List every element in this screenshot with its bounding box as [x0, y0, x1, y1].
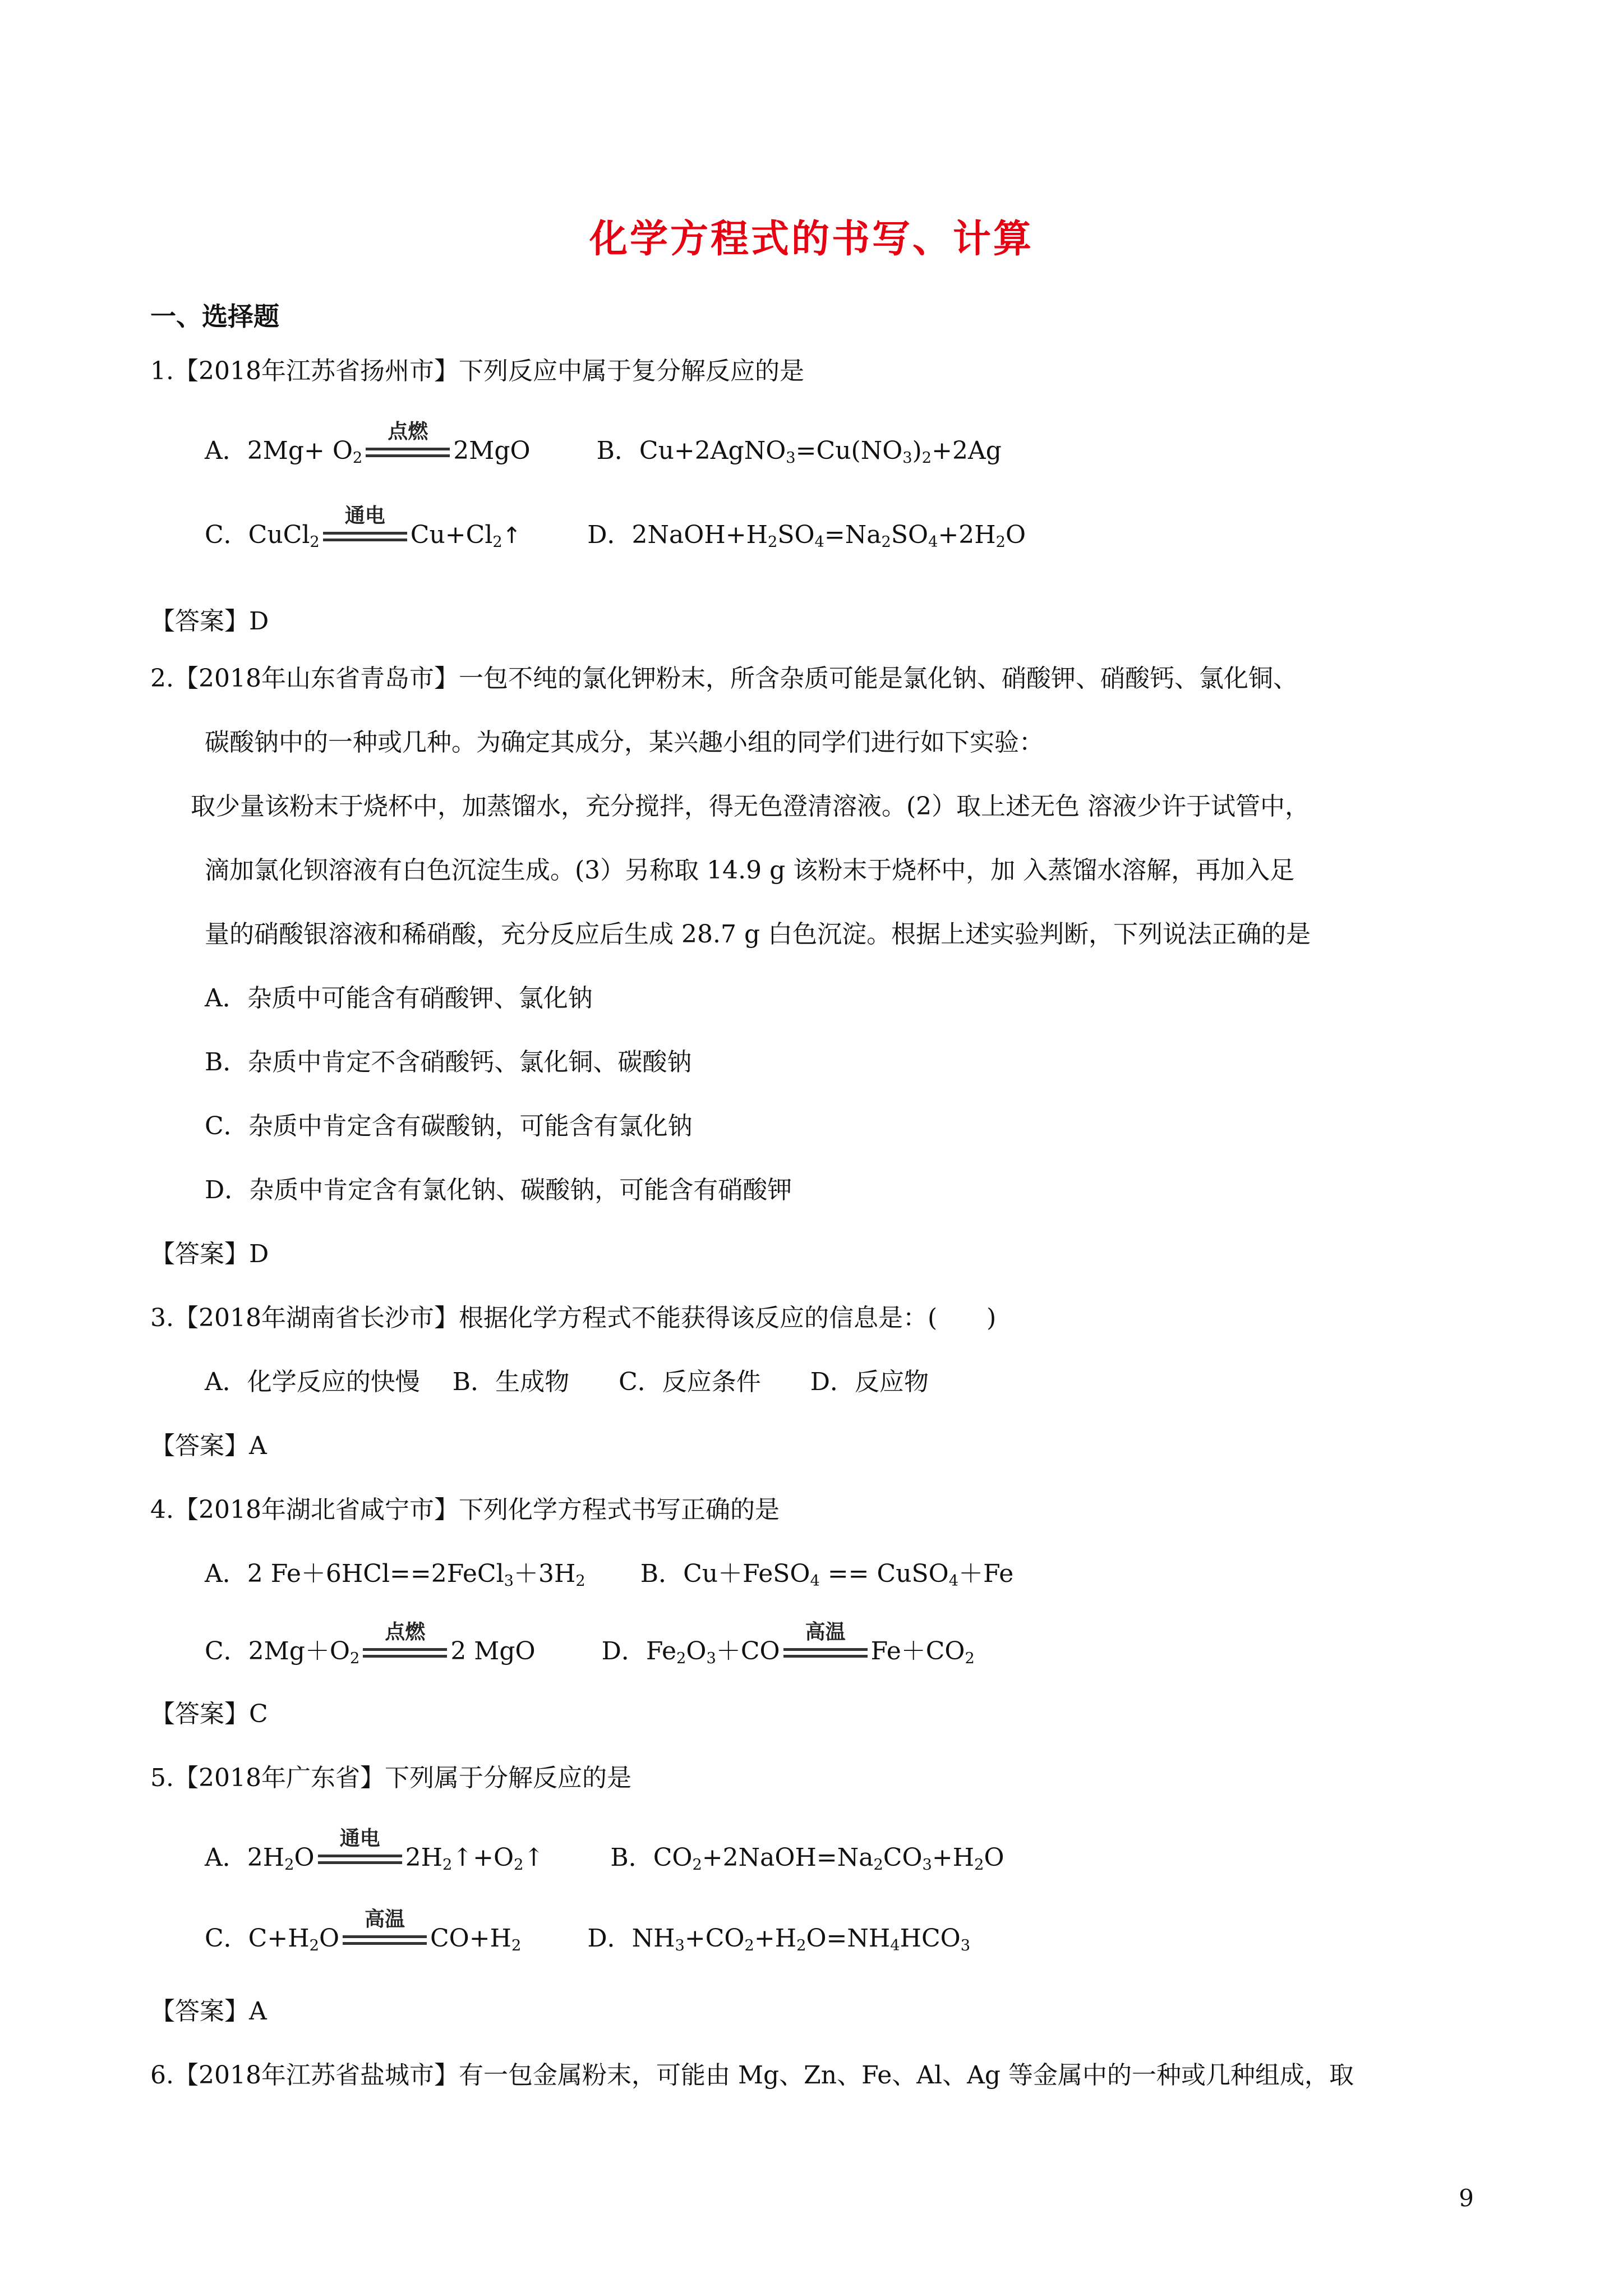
section-heading: 一、选择题 — [150, 301, 279, 332]
q4-stem: 4.【2018年湖北省咸宁市】下列化学方程式书写正确的是 — [150, 1496, 780, 1524]
gas-arrow-icon: ↑ — [502, 523, 522, 549]
q5-answer: 【答案】A — [150, 1997, 267, 2026]
page-title: 化学方程式的书写、计算 — [589, 217, 1034, 261]
q5-options-ab: A．$2H_2O$ 通电 $2H_2↑+O_2↑$ B．$CO_2+2NaOH=Na_2CO_3+H_2O$ — [205, 1826, 1004, 1874]
q4-answer: 【答案】C — [150, 1700, 268, 1728]
q2-body-line3: 量的硝酸银溶液和稀硝酸，充分反应后生成 28.7 g 白色沉淀。根据上述实验判断，下列说法正确的是 — [205, 920, 1311, 949]
q3-answer: 【答案】A — [150, 1432, 267, 1460]
reaction-condition-ignite: 点燃 — [366, 444, 450, 461]
q4-options-cd: C．$2Mg+O_2$ 点燃 2 MgO D．$Fe_2O_3+CO$ 高温 $Fe+CO_2$ — [205, 1620, 975, 1667]
q2-body-line2: 滴加氯化钡溶液有白色沉淀生成。(3）另称取 14.9 g 该粉末于烧杯中，加 入蒸馏水溶解，再加入足 — [205, 856, 1295, 885]
q3-stem: 3.【2018年湖南省长沙市】根据化学方程式不能获得该反应的信息是：( ) — [150, 1304, 997, 1332]
q5-stem: 5.【2018年广东省】下列属于分解反应的是 — [150, 1764, 631, 1792]
q2-answer: 【答案】D — [150, 1240, 269, 1268]
reaction-condition-high-temp: 高温 — [343, 1932, 427, 1949]
q2-option-c: C．杂质中肯定含有碳酸钠，可能含有氯化钠 — [205, 1112, 693, 1140]
page-number: 9 — [1459, 2184, 1474, 2212]
q2-body-line1: 取少量该粉末于烧杯中，加蒸馏水，充分搅拌，得无色澄清溶液。(2）取上述无色 溶液少许于试管中， — [191, 792, 1310, 821]
q2-option-d: D．杂质中肯定含有氯化钠、碳酸钠，可能含有硝酸钾 — [205, 1176, 792, 1204]
reaction-condition-electrolysis: 通电 — [318, 1851, 402, 1868]
q1-answer: 【答案】D — [150, 607, 269, 636]
q5-options-cd: C．$C+H_2O$ 高温 $CO+H_2$ D．$NH_3+CO_2+H_2O=NH_4HCO_3$ — [205, 1907, 971, 1954]
reaction-condition-high-temp: 高温 — [783, 1645, 868, 1662]
q2-option-b: B．杂质中肯定不含硝酸钙、氯化铜、碳酸钠 — [205, 1048, 692, 1076]
q4-options-ab: A．2 $Fe+6HCl==2FeCl_3+3H_2$ B．Cu＋FeSO$_4$ == CuSO$_4$＋Fe — [205, 1559, 1014, 1590]
q2-stem-line1: 2.【2018年山东省青岛市】一包不纯的氯化钾粉末，所含杂质可能是氯化钠、硝酸钾、硝酸钙、氯化铜、 — [150, 664, 1298, 693]
q3-options: A．化学反应的快慢 B．生成物 C．反应条件 D．反应物 — [205, 1368, 929, 1396]
q2-option-a: A．杂质中可能含有硝酸钾、氯化钠 — [205, 984, 593, 1013]
q6-stem: 6.【2018年江苏省盐城市】有一包金属粉末，可能由 Mg、Zn、Fe、Al、Ag 等金属中的一种或几种组成，取 — [150, 2061, 1354, 2090]
reaction-condition-electrolysis: 通电 — [323, 528, 407, 545]
q2-stem-line2: 碳酸钠中的一种或几种。为确定其成分，某兴趣小组的同学们进行如下实验： — [205, 728, 1044, 757]
q1-options-cd: C．CuCl$_2$ 通电 $Cu+Cl_2↑$ D．$2NaOH+H_2SO_4=Na_2SO_4+2H_2O$ — [205, 504, 1026, 551]
q1-options-ab: A．$2Mg+ O_2$ 点燃 2MgO B．$Cu+2AgNO_3=Cu(NO_3)_2+2Ag$ — [205, 420, 1002, 467]
q1-stem: 1.【2018年江苏省扬州市】下列反应中属于复分解反应的是 — [150, 357, 804, 385]
reaction-condition-ignite: 点燃 — [363, 1645, 447, 1662]
